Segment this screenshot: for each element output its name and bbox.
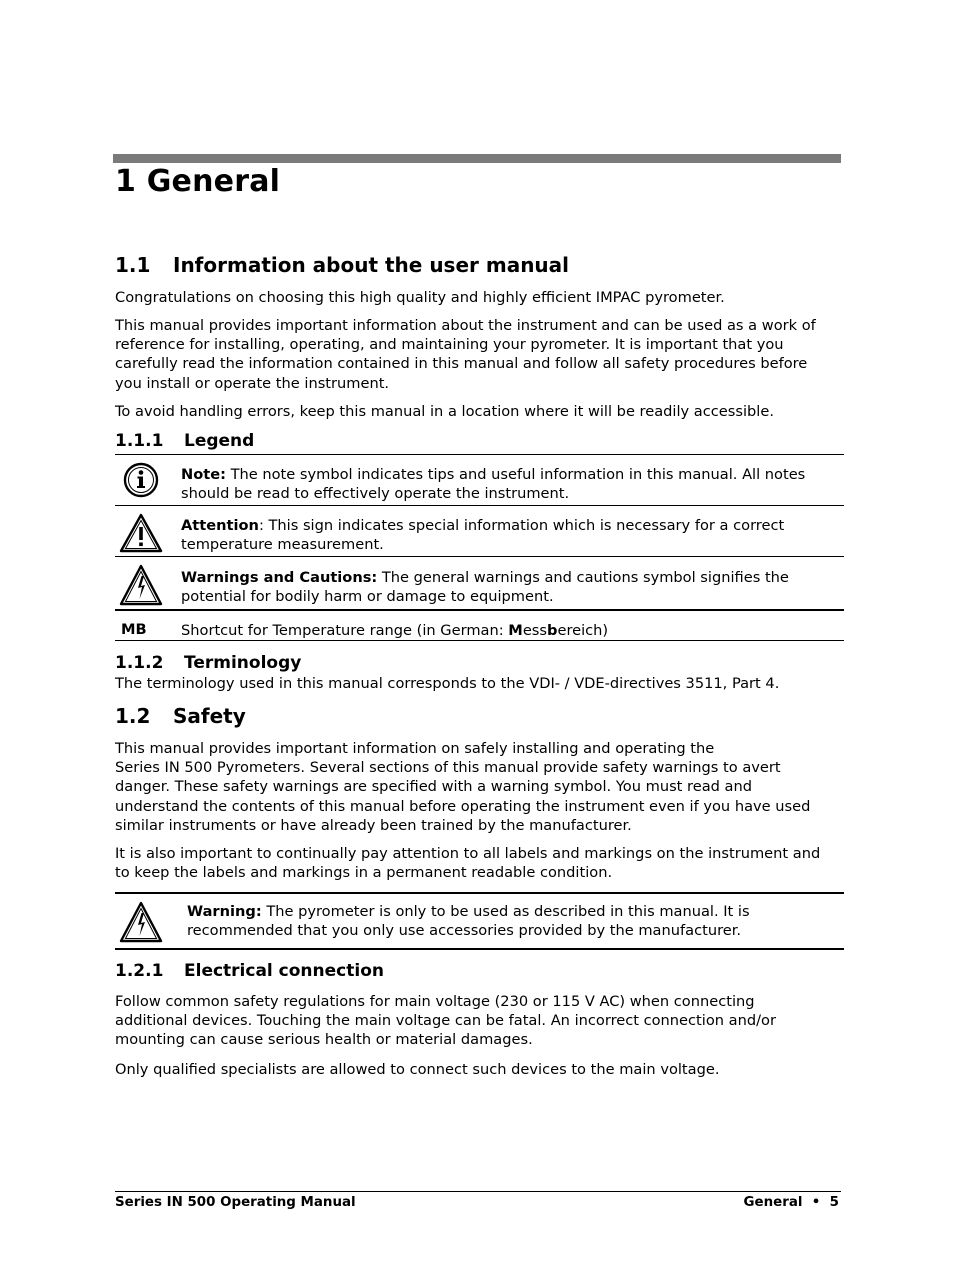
safety-paragraph-1: This manual provides important information on safely installing and operating the Series IN 500 Pyrometers. Several sections of this manual provide safety warnings to avert danger. These safety warnings are specified with a warning symbol. You must read and understand the contents of this manual before operating the instrument even if you have used similar instruments or have already been trained by the manufacturer. bbox=[115, 740, 811, 834]
warnings-text-cont: potential for bodily harm or damage to equipment. bbox=[181, 588, 554, 606]
warning-label: Warning: bbox=[187, 903, 262, 920]
info-icon bbox=[115, 460, 167, 500]
chapter-rule bbox=[113, 154, 841, 163]
section-1-2-1-heading: 1.2.1 Electrical connection bbox=[115, 961, 384, 981]
lightning-warning-icon bbox=[115, 563, 167, 607]
warnings-label: Warnings and Cautions: bbox=[181, 569, 378, 586]
legend-row-warnings bbox=[115, 557, 844, 609]
warning-text-cont: recommended that you only use accessories provided by the manufacturer. bbox=[187, 922, 742, 940]
footer-section: General bbox=[743, 1195, 803, 1210]
safety-paragraph-2: It is also important to continually pay attention to all labels and markings on the instrument and to keep the labels and markings in a permanent readable condition. bbox=[115, 845, 821, 882]
footer-manual-title: Series IN 500 Operating Manual bbox=[115, 1195, 356, 1210]
note-label: Note: bbox=[181, 466, 226, 483]
warning-box-bottom-rule bbox=[115, 948, 844, 950]
electrical-paragraph-2: Only qualified specialists are allowed to connect such devices to the main voltage. bbox=[115, 1061, 720, 1078]
intro-paragraph: Congratulations on choosing this high quality and highly efficient IMPAC pyrometer. bbox=[115, 289, 725, 306]
mb-label: MB bbox=[121, 621, 147, 638]
footer-rule bbox=[115, 1191, 841, 1192]
note-text-cont: should be read to effectively operate the instrument. bbox=[181, 485, 570, 503]
attention-text-cont: temperature measurement. bbox=[181, 536, 384, 554]
attention-icon bbox=[115, 512, 167, 554]
mb-text: Shortcut for Temperature range (in German: Messbereich) bbox=[181, 622, 609, 639]
footer-page-info bbox=[744, 1195, 839, 1210]
section-1-1-2-heading: 1.1.2 Terminology bbox=[115, 653, 302, 673]
chapter-title: 1 General bbox=[115, 164, 281, 199]
handling-paragraph: To avoid handling errors, keep this manual in a location where it will be readily accessible. bbox=[115, 403, 774, 420]
legend-bottom-rule bbox=[115, 640, 844, 641]
section-1-2-heading: 1.2 Safety bbox=[115, 704, 246, 728]
electrical-paragraph-1: Follow common safety regulations for main voltage (230 or 115 V AC) when connecting additional devices. Touching the main voltage can be fatal. An incorrect connection and/or mounting can cause serious health or material damages. bbox=[115, 993, 776, 1049]
terminology-paragraph: The terminology used in this manual corresponds to the VDI- / VDE-directives 3511, Part 4. bbox=[115, 675, 780, 692]
warnings-text: The general warnings and cautions symbol signifies the bbox=[377, 569, 789, 586]
section-1-1-1-heading: 1.1.1 Legend bbox=[115, 431, 255, 451]
footer-bullet: • bbox=[811, 1195, 821, 1210]
legend-row-note bbox=[115, 455, 844, 505]
attention-text: : This sign indicates special information which is necessary for a correct bbox=[258, 517, 785, 534]
legend-row-attention bbox=[115, 506, 844, 556]
manual-purpose-paragraph: This manual provides important information about the instrument and can be used as a work of reference for installing, operating, and maintaining your pyrometer. It is important that you carefully read the information contained in this manual and follow all safety procedures before you install or operate the instrument. bbox=[115, 317, 816, 392]
legend-row-mb bbox=[115, 611, 844, 640]
warning-box bbox=[115, 894, 844, 948]
note-text: The note symbol indicates tips and useful information in this manual. All notes bbox=[225, 466, 806, 483]
section-1-1-heading: 1.1 Information about the user manual bbox=[115, 253, 570, 277]
lightning-warning-icon bbox=[115, 900, 167, 944]
page-number: 5 bbox=[829, 1195, 839, 1210]
warning-text: The pyrometer is only to be used as described in this manual. It is bbox=[261, 903, 750, 920]
attention-label: Attention bbox=[181, 517, 259, 534]
